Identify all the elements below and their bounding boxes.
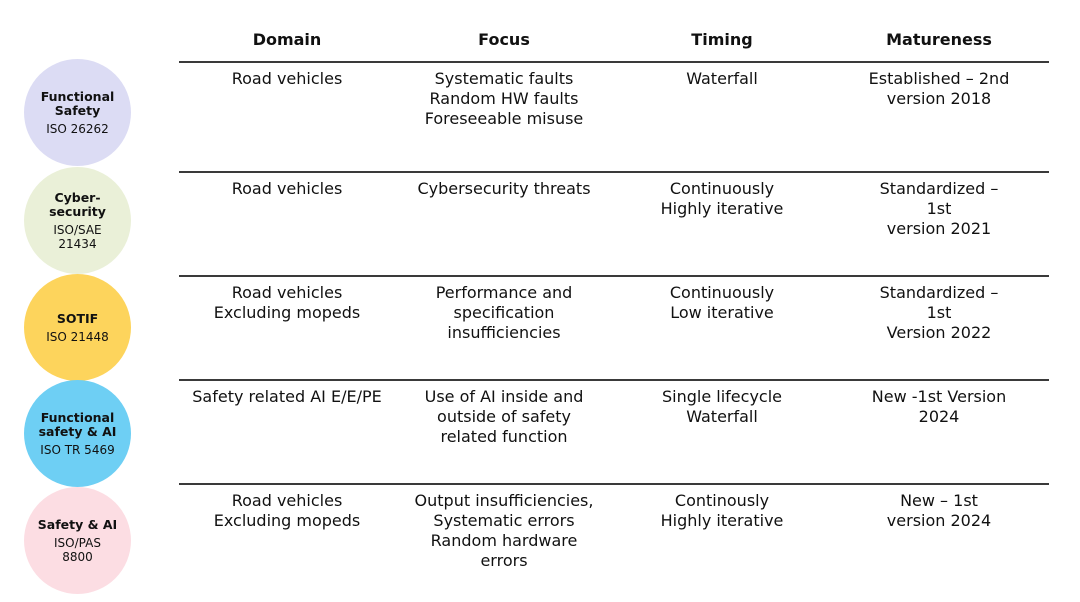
- cell-domain: Road vehicles Excluding mopeds: [213, 491, 361, 530]
- badge-cybersecurity: [24, 167, 131, 274]
- badge-functional-safety-ai: [24, 380, 131, 487]
- badge-safety-ai: [24, 487, 131, 594]
- cell-focus: Output insufficiencies, Systematic errors Random hardware errors: [414, 491, 594, 570]
- header-timing: Timing: [691, 30, 753, 49]
- cell-timing: Waterfall: [686, 69, 758, 88]
- cell-domain: Road vehicles: [231, 69, 343, 88]
- cell-matureness: New – 1st version 2024: [886, 491, 992, 530]
- header-domain: Domain: [252, 30, 322, 49]
- row-divider: [179, 275, 1049, 277]
- cell-domain: Safety related AI E/E/PE: [192, 387, 382, 406]
- cell-matureness: Established – 2nd version 2018: [868, 69, 1010, 108]
- header-matureness: Matureness: [886, 30, 992, 49]
- cell-timing: Continuously Highly iterative: [660, 179, 784, 218]
- badge-standard: ISO 26262: [46, 121, 109, 136]
- badge-title: Cyber- security: [49, 189, 106, 219]
- cell-matureness: New -1st Version 2024: [871, 387, 1007, 426]
- cell-timing: Single lifecycle Waterfall: [662, 387, 782, 426]
- cell-matureness: Standardized – 1st Version 2022: [879, 283, 999, 342]
- cell-focus: Systematic faults Random HW faults Foreseeable misuse: [424, 69, 584, 128]
- cell-matureness: Standardized – 1st version 2021: [879, 179, 999, 238]
- header-focus: Focus: [478, 30, 530, 49]
- cell-domain: Road vehicles: [231, 179, 343, 198]
- badge-title: Functional safety & AI: [38, 409, 117, 439]
- cell-focus: Performance and specification insufficiencies: [435, 283, 573, 342]
- cell-timing: Continuously Low iterative: [669, 283, 775, 322]
- badge-standard: ISO/PAS 8800: [54, 535, 101, 564]
- cell-timing: Continously Highly iterative: [660, 491, 784, 530]
- cell-focus: Cybersecurity threats: [417, 179, 591, 198]
- badge-standard: ISO TR 5469: [40, 442, 115, 457]
- cell-focus: Use of AI inside and outside of safety related function: [424, 387, 584, 446]
- badge-title: SOTIF: [56, 310, 99, 326]
- row-divider: [179, 483, 1049, 485]
- badge-title: Functional Safety: [40, 88, 115, 118]
- badge-standard: ISO/SAE 21434: [53, 222, 102, 251]
- cell-domain: Road vehicles Excluding mopeds: [213, 283, 361, 322]
- row-divider: [179, 61, 1049, 63]
- badge-title: Safety & AI: [37, 516, 118, 532]
- row-divider: [179, 379, 1049, 381]
- badge-functional-safety: [24, 59, 131, 166]
- badge-sotif: [24, 274, 131, 381]
- badge-standard: ISO 21448: [46, 329, 109, 344]
- row-divider: [179, 171, 1049, 173]
